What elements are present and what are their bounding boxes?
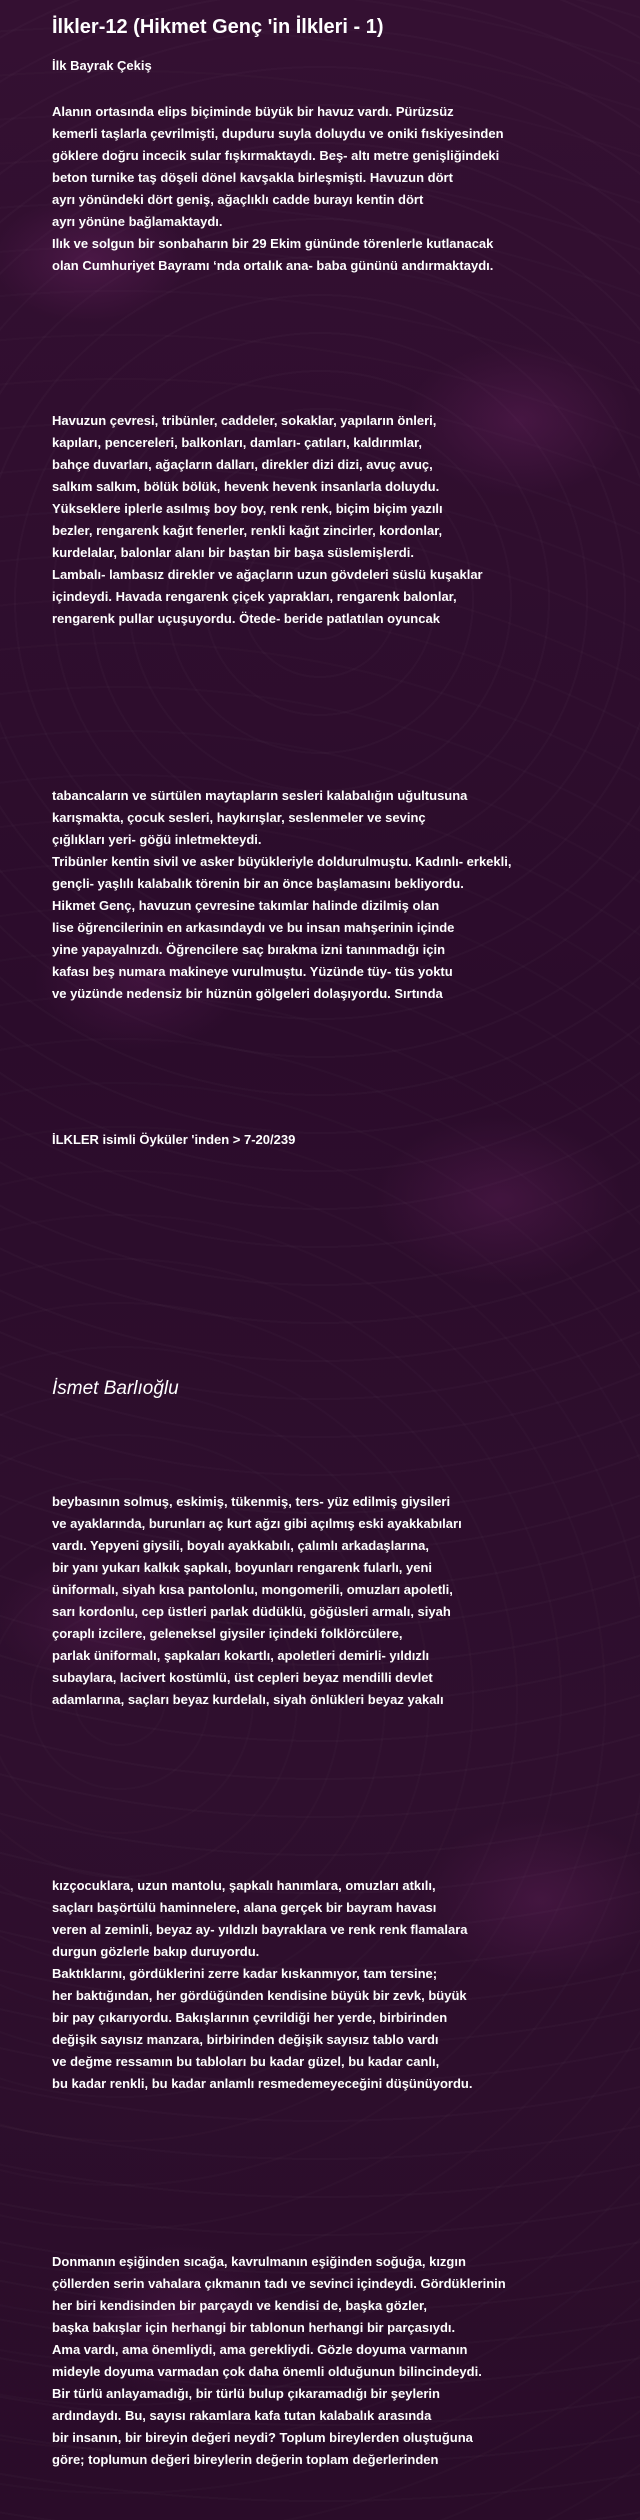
paragraph-line: kurdelalar, balonlar alanı bir baştan bir başa süslemişlerdi. (52, 545, 414, 560)
paragraph-line: göklere doğru incecik sular fışkırmaktaydı. Beş- altı metre genişliğindeki (52, 148, 500, 163)
paragraph-line: kızçocuklara, uzun mantolu, şapkalı hanımlara, omuzları atkılı, (52, 1878, 436, 1893)
paragraph-line: gençli- yaşlılı kalabalık törenin bir an önce başlamasını bekliyordu. (52, 876, 464, 891)
paragraph-line: bir yanı yukarı kalkık şapkalı, boyunları rengarenk fularlı, yeni (52, 1560, 433, 1575)
paragraph-line: ve değme ressamın bu tabloları bu kadar güzel, bu kadar canlı, (52, 2054, 440, 2069)
paragraph-line: çöllerden serin vahalara çıkmanın tadı ve sevinci içindeydi. Gördüklerinin (52, 2276, 506, 2291)
paragraph-line: değişik sayısız manzara, birbirinden değişik sayısız tablo vardı (52, 2032, 439, 2047)
paragraph-line: ayrı yönündeki dört geniş, ağaçlıklı cadde burayı kentin dört (52, 192, 424, 207)
paragraph-line: ve yüzünde nedensiz bir hüznün gölgeleri dolaşıyordu. Sırtında (52, 986, 443, 1001)
paragraph-line: Yükseklere iplerle asılmış boy boy, renk renk, biçim biçim yazılı (52, 501, 443, 516)
paragraph-line: çığlıkları yeri- göğü inletmekteydi. (52, 832, 262, 847)
paragraph-line: durgun gözlerle bakıp duruyordu. (52, 1944, 260, 1959)
paragraph-line: içindeydi. Havada rengarenk çiçek yaprakları, rengarenk balonlar, (52, 589, 457, 604)
paragraph-line: bezler, rengarenk kağıt fenerler, renkli kağıt zincirler, kordonlar, (52, 523, 443, 538)
story-subtitle: İlk Bayrak Çekiş (52, 58, 152, 73)
story-title: İlkler-12 (Hikmet Genç 'in İlkleri - 1) (52, 16, 384, 38)
paragraph-line: kafası beş numara makineye vurulmuştu. Yüzünde tüy- tüs yoktu (52, 964, 453, 979)
paragraph-line: rengarenk pullar uçuşuyordu. Ötede- beride patlatılan oyuncak (52, 611, 440, 626)
book-reference: İLKLER isimli Öyküler 'inden > 7-20/239 (52, 1132, 296, 1147)
paragraph-line: saçları başörtülü haminnelere, alana gerçek bir bayram havası (52, 1900, 437, 1915)
paragraph-line: kemerli taşlarla çevrilmişti, dupduru suyla doluydu ve oniki fıskiyesinden (52, 126, 504, 141)
paragraph-line: göre; toplumun değeri bireylerin değerin toplam değerlerinden (52, 2452, 439, 2467)
paragraph-line: çoraplı izcilere, geleneksel giysiler içindeki folklörcülere, (52, 1626, 403, 1641)
story-paragraph-1 (52, 101, 504, 277)
paragraph-line: tabancaların ve sürtülen maytapların sesleri kalabalığın uğultusuna (52, 788, 468, 803)
story-paragraph-5 (52, 1875, 472, 2095)
paragraph-line: bahçe duvarları, ağaçların dalları, direkler dizi dizi, avuç avuç, (52, 457, 433, 472)
paragraph-line: Tribünler kentin sivil ve asker büyükleriyle doldurulmuştu. Kadınlı- erkekli, (52, 854, 512, 869)
paragraph-line: her baktığından, her gördüğünden kendisine büyük bir zevk, büyük (52, 1988, 467, 2003)
paragraph-line: başka bakışlar için herhangi bir tablonun herhangi bir parçasıydı. (52, 2320, 456, 2335)
paragraph-line: beton turnike taş döşeli dönel kavşakla birleşmişti. Havuzun dört (52, 170, 453, 185)
paragraph-line: Havuzun çevresi, tribünler, caddeler, sokaklar, yapıların önleri, (52, 413, 437, 428)
paragraph-line: salkım salkım, bölük bölük, hevenk hevenk insanlarla doluydu. (52, 479, 440, 494)
paragraph-line: Ilık ve solgun bir sonbaharın bir 29 Ekim gününde törenlerle kutlanacak (52, 236, 494, 251)
paragraph-line: üniformalı, siyah kısa pantolonlu, mongomerili, omuzları apoletli, (52, 1582, 453, 1597)
paragraph-line: adamlarına, saçları beyaz kurdelalı, siyah önlükleri beyaz yakalı (52, 1692, 444, 1707)
story-paragraph-6 (52, 2251, 506, 2471)
paragraph-line: lise öğrencilerinin en arkasındaydı ve bu insan mahşerinin içinde (52, 920, 455, 935)
paragraph-line: vardı. Yepyeni giysili, boyalı ayakkabılı, çalımlı arkadaşlarına, (52, 1538, 429, 1553)
paragraph-line: bir insanın, bir bireyin değeri neydi? Toplum bireylerden oluştuğuna (52, 2430, 473, 2445)
paragraph-line: Baktıklarını, gördüklerini zerre kadar kıskanmıyor, tam tersine; (52, 1966, 438, 1981)
paragraph-line: sarı kordonlu, cep üstleri parlak düdüklü, göğüsleri armalı, siyah (52, 1604, 451, 1619)
paragraph-line: Ama vardı, ama önemliydi, ama gerekliydi. Gözle doyuma varmanın (52, 2342, 468, 2357)
paragraph-line: her biri kendisinden bir parçaydı ve kendisi de, başka gözler, (52, 2298, 427, 2313)
story-paragraph-4 (52, 1491, 462, 1711)
paragraph-line: bu kadar renkli, bu kadar anlamlı resmedemeyeceğini düşünüyordu. (52, 2076, 473, 2091)
paragraph-line: bir pay çıkarıyordu. Bakışlarının çevrildiği her yerde, birbirinden (52, 2010, 448, 2025)
paragraph-line: Hikmet Genç, havuzun çevresine takımlar halinde dizilmiş olan (52, 898, 440, 913)
paragraph-line: kapıları, pencereleri, balkonları, damları- çatıları, kaldırımlar, (52, 435, 422, 450)
paragraph-line: olan Cumhuriyet Bayramı ‘nda ortalık ana- baba gününü andırmaktaydı. (52, 258, 494, 273)
paragraph-line: ayrı yönüne bağlamaktaydı. (52, 214, 223, 229)
paragraph-line: Lambalı- lambasız direkler ve ağaçların uzun gövdeleri süslü kuşaklar (52, 567, 483, 582)
story-paragraph-3 (52, 785, 511, 1005)
paragraph-line: Donmanın eşiğinden sıcağa, kavrulmanın eşiğinden soğuğa, kızgın (52, 2254, 466, 2269)
paragraph-line: beybasının solmuş, eskimiş, tükenmiş, ters- yüz edilmiş giysileri (52, 1494, 451, 1509)
paragraph-line: ve ayaklarında, burunları aç kurt ağzı gibi açılmış eski ayakkabıları (52, 1516, 462, 1531)
paragraph-line: Bir türlü anlayamadığı, bir türlü bulup çıkaramadığı bir şeylerin (52, 2386, 440, 2401)
author-name: İsmet Barlıoğlu (52, 1378, 179, 1399)
paragraph-line: mideyle doyuma varmadan çok daha önemli olduğunun bilincindeydi. (52, 2364, 482, 2379)
paragraph-line: ardındaydı. Bu, sayısı rakamlara kafa tutan kalabalık arasında (52, 2408, 432, 2423)
paragraph-line: subaylara, lacivert kostümlü, üst cepleri beyaz mendilli devlet (52, 1670, 433, 1685)
story-paragraph-2 (52, 410, 483, 630)
paragraph-line: parlak üniformalı, şapkaları kokartlı, apoletleri demirli- yıldızlı (52, 1648, 430, 1663)
paragraph-line: veren al zeminli, beyaz ay- yıldızlı bayraklara ve renk renk flamalara (52, 1922, 468, 1937)
paragraph-line: karışmakta, çocuk sesleri, haykırışlar, seslenmeler ve sevinç (52, 810, 426, 825)
paragraph-line: yine yapayalnızdı. Öğrencilere saç bırakma izni tanınmadığı için (52, 942, 446, 957)
paragraph-line: Alanın ortasında elips biçiminde büyük bir havuz vardı. Pürüzsüz (52, 104, 454, 119)
